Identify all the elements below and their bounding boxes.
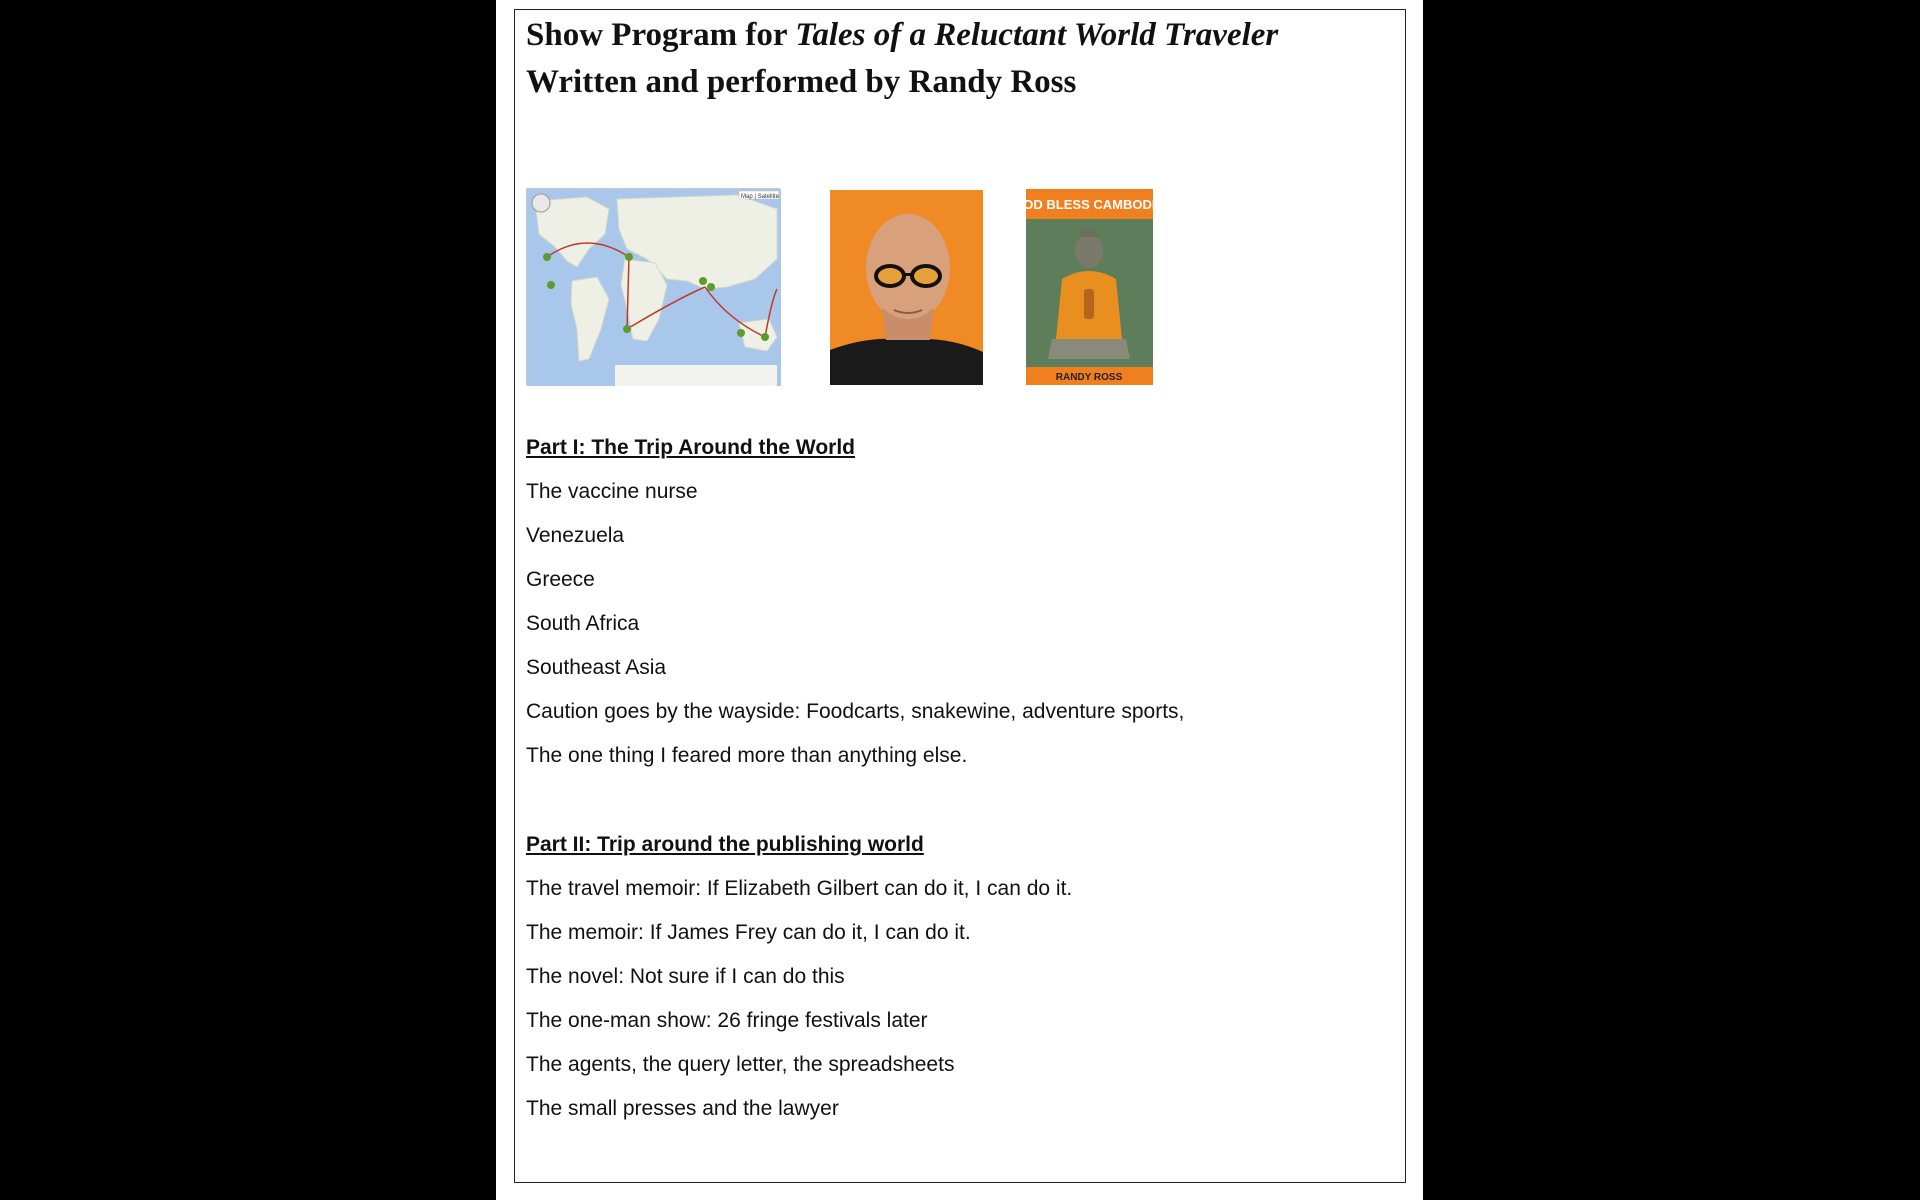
list-item: The small presses and the lawyer — [526, 1097, 839, 1120]
images-row — [526, 176, 1386, 383]
program-title — [526, 12, 1386, 59]
document-page — [496, 0, 1423, 1200]
book-cover-image — [1013, 189, 1165, 385]
portrait-svg — [830, 190, 983, 385]
title-prefix: Show Program for — [526, 17, 796, 53]
list-item: South Africa — [526, 612, 640, 635]
part2-section — [526, 823, 1386, 1131]
document-content — [526, 12, 1386, 1120]
map-badge: Map | Satellite — [741, 194, 779, 200]
list-item: The memoir: If James Frey can do it, I can do it. — [526, 921, 971, 944]
byline: Written and performed by Randy Ross — [526, 64, 1077, 100]
part2-heading: Part II: Trip around the publishing world — [526, 833, 924, 856]
show-title: Tales of a Reluctant World Traveler — [795, 17, 1279, 53]
list-item: Southeast Asia — [526, 656, 667, 679]
list-item: The vaccine nurse — [526, 480, 698, 503]
list-item: The travel memoir: If Elizabeth Gilbert can do it, I can do it. — [526, 877, 1073, 900]
part1-section — [526, 426, 1386, 778]
list-item: Caution goes by the wayside: Foodcarts, snakewine, adventure sports, — [526, 700, 1185, 723]
book-cover-author: RANDY ROSS — [1055, 372, 1123, 383]
list-item: Greece — [526, 568, 595, 591]
book-cover-title: GOD BLESS CAMBODIA — [1013, 197, 1165, 212]
author-portrait-image — [830, 190, 983, 385]
list-item: Venezuela — [526, 524, 625, 547]
list-item: The agents, the query letter, the spreadsheets — [526, 1053, 955, 1076]
list-item: The one thing I feared more than anything else. — [526, 744, 968, 767]
book-cover-svg — [1013, 189, 1165, 385]
part1-heading: Part I: The Trip Around the World — [526, 436, 855, 459]
list-item: The one-man show: 26 fringe festivals later — [526, 1009, 928, 1032]
world-map-svg — [527, 189, 781, 386]
world-map-image — [526, 188, 780, 385]
list-item: The novel: Not sure if I can do this — [526, 965, 845, 988]
